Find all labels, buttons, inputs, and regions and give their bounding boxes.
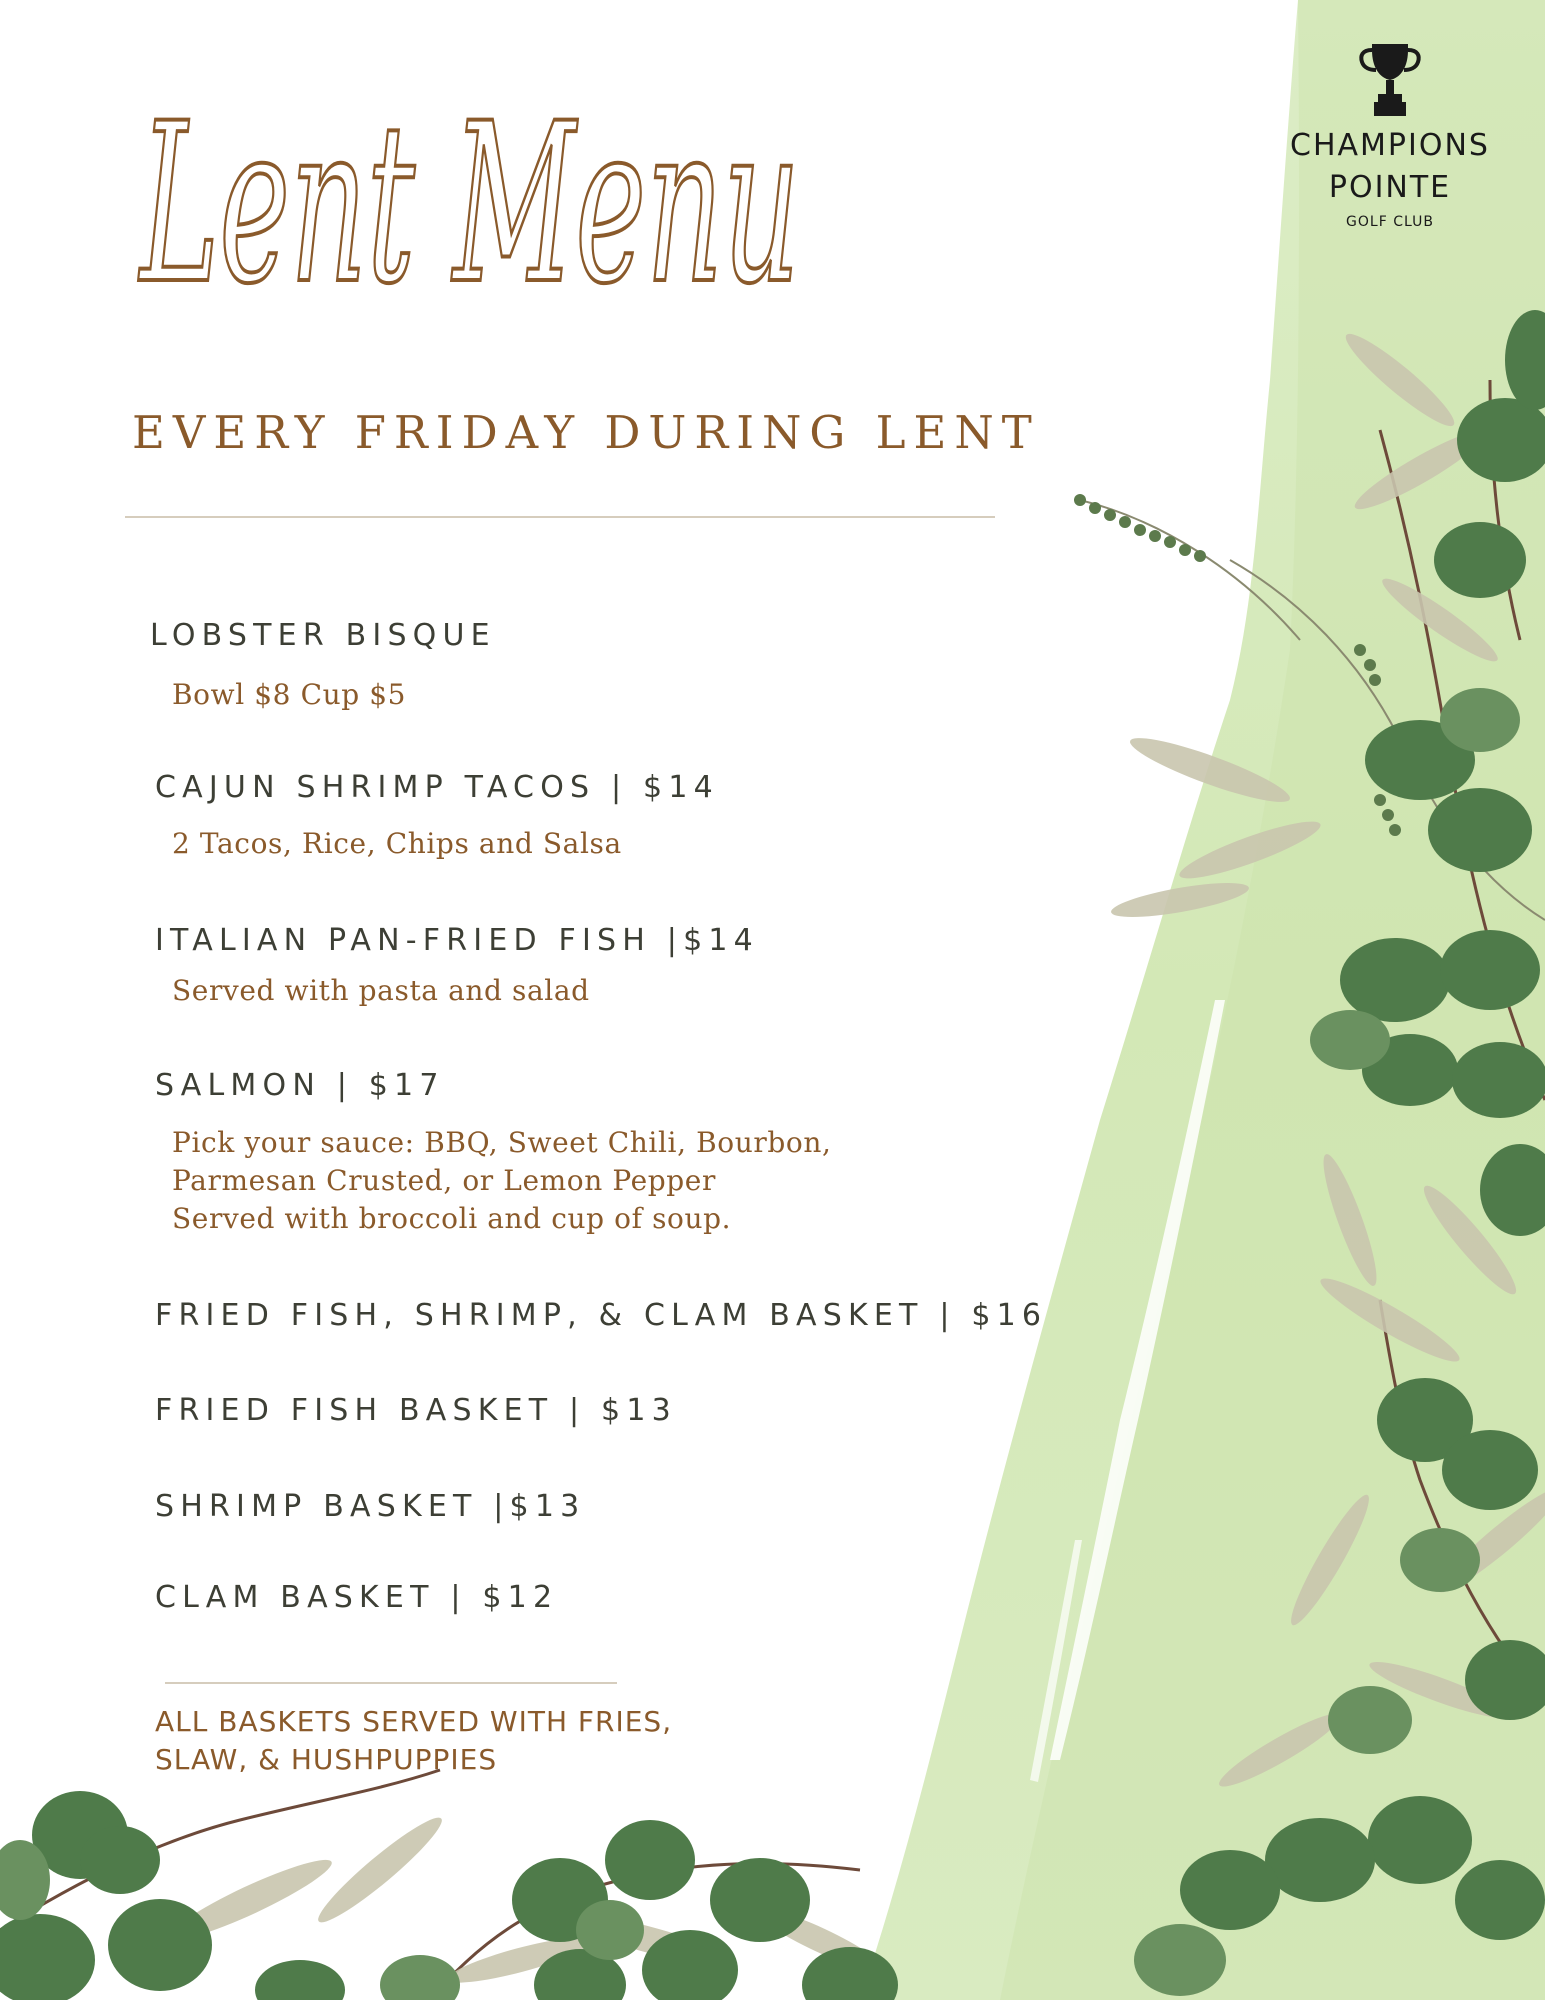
menu-item-name: SALMON | $17 <box>155 1068 445 1103</box>
menu-item-desc: Parmesan Crusted, or Lemon Pepper <box>172 1164 716 1197</box>
menu-item-name: FRIED FISH, SHRIMP, & CLAM BASKET | $16 <box>155 1298 1048 1333</box>
title-text: Lent Menu <box>137 76 801 332</box>
baskets-note-line2: SLAW, & HUSHPUPPIES <box>155 1743 498 1776</box>
menu-item-name: LOBSTER BISQUE <box>150 618 496 653</box>
divider-top <box>125 516 995 518</box>
baskets-note <box>155 1703 672 1779</box>
menu-item-desc: Bowl $8 Cup $5 <box>172 678 407 711</box>
champions-pointe-logo <box>1255 40 1525 230</box>
menu-item-name: SHRIMP BASKET |$13 <box>155 1489 586 1524</box>
menu-item-name: ITALIAN PAN-FRIED FISH |$14 <box>155 923 759 958</box>
menu-item-desc: Served with broccoli and cup of soup. <box>172 1202 732 1235</box>
subtitle: EVERY FRIDAY DURING LENT <box>132 406 1040 459</box>
logo-name-line1: CHAMPIONS <box>1290 128 1490 163</box>
baskets-note-line1: ALL BASKETS SERVED WITH FRIES, <box>155 1705 673 1738</box>
logo-subtitle: GOLF CLUB <box>1346 214 1434 230</box>
menu-item-name: CLAM BASKET | $12 <box>155 1580 559 1615</box>
menu-item-desc: Served with pasta and salad <box>172 974 590 1007</box>
divider-bottom <box>165 1682 617 1684</box>
menu-item-name: FRIED FISH BASKET | $13 <box>155 1393 677 1428</box>
bottom-left-foliage <box>0 1770 898 2000</box>
menu-item-name: CAJUN SHRIMP TACOS | $14 <box>155 770 719 805</box>
script-title <box>130 70 830 360</box>
menu-item-desc: Pick your sauce: BBQ, Sweet Chili, Bourbon, <box>172 1126 832 1159</box>
trophy-icon <box>1358 40 1422 120</box>
menu-item-desc: 2 Tacos, Rice, Chips and Salsa <box>172 827 622 860</box>
logo-name-line2: POINTE <box>1328 170 1452 205</box>
